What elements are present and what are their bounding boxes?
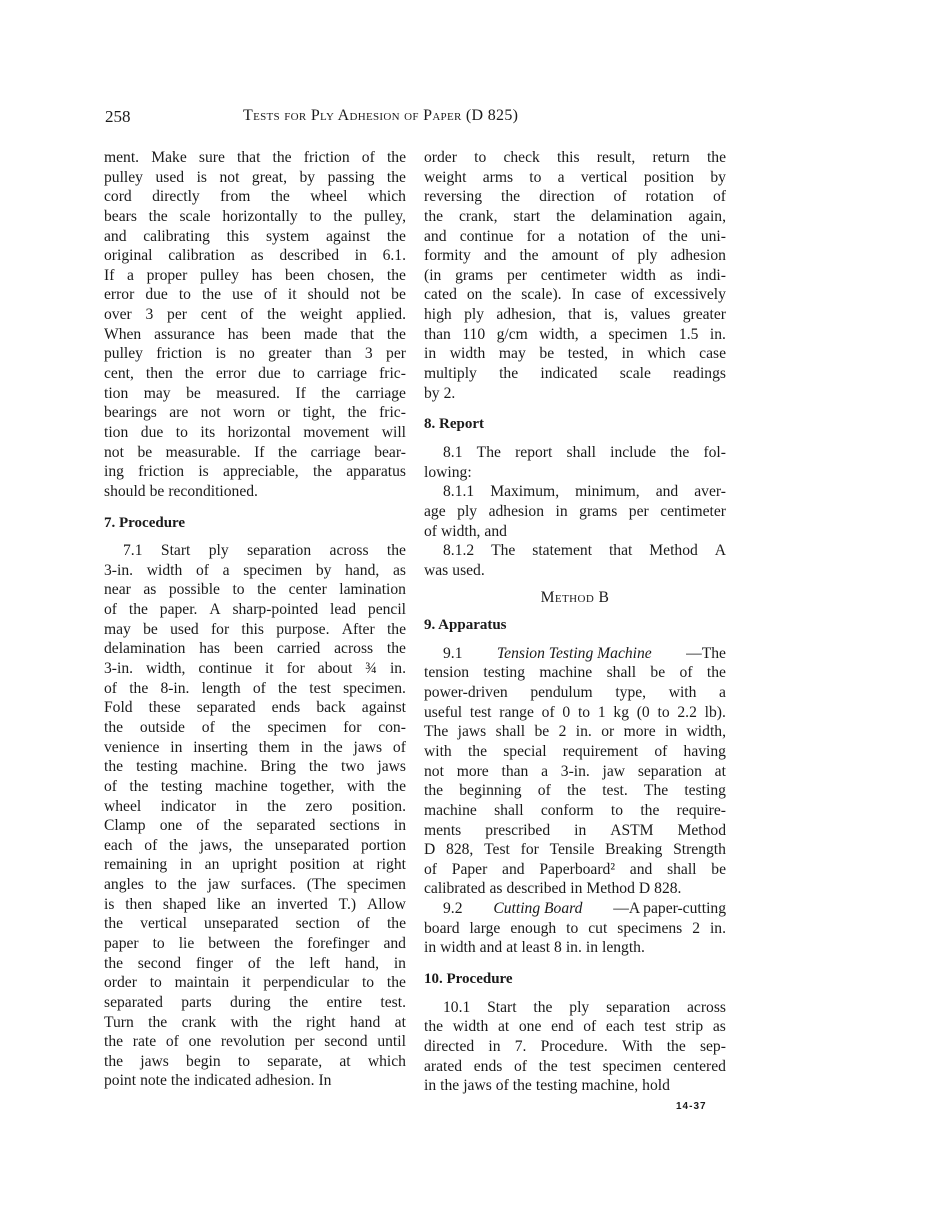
paragraph-8-1: [424, 443, 726, 482]
paragraph-8-1-2: [424, 541, 726, 580]
text-line: separated parts during the entire test.: [104, 993, 406, 1011]
text-line: than 110 g/cm width, a specimen 1.5 in.: [424, 325, 726, 343]
text-line: the beginning of the test. The testing: [424, 782, 726, 800]
text-line: multiply the indicated scale readings: [424, 365, 726, 383]
text-line: ing friction is appreciable, the apparatus: [104, 463, 406, 481]
text-line: order to maintain it perpendicular to the: [104, 974, 406, 992]
text-line: point note the indicated adhesion. In: [104, 1072, 332, 1090]
paragraph-9-1: [424, 663, 726, 899]
text-line: 8.1 The report shall include the fol-: [443, 443, 726, 461]
text-line: in width may be tested, in which case: [424, 345, 726, 363]
text-line: original calibration as described in 6.1.: [104, 247, 406, 265]
text-line: tension testing machine shall be of the: [424, 664, 726, 682]
page-header: [105, 107, 725, 131]
text-line: angles to the jaw surfaces. (The specimen: [104, 876, 406, 894]
text-line: tion may be measured. If the carriage: [104, 384, 406, 402]
text-line: of the testing machine together, with the: [104, 777, 406, 795]
left-column: [104, 148, 406, 1091]
text-line: D 828, Test for Tensile Breaking Strength: [424, 841, 726, 859]
term-tension-testing-machine: Tension Testing Machine: [496, 644, 652, 662]
text-line: Clamp one of the separated sections in: [104, 817, 406, 835]
text-line: machine shall conform to the require-: [424, 801, 726, 819]
text-line: should be reconditioned.: [104, 482, 258, 500]
paragraph-10-1: [424, 998, 726, 1096]
section-heading-apparatus: 9. Apparatus: [424, 617, 507, 634]
text-line: board large enough to cut specimens 2 in.: [424, 919, 726, 937]
text-line: tion due to its horizontal movement will: [104, 423, 406, 441]
text-line: When assurance has been made that the: [104, 325, 406, 343]
text-line: 8.1.1 Maximum, minimum, and aver-: [443, 483, 726, 501]
paragraph-calibration: [104, 148, 406, 502]
text-line: the jaws begin to separate, at which: [104, 1052, 406, 1070]
text-line: the testing machine. Bring the two jaws: [104, 758, 406, 776]
text-line: not be measurable. If the carriage bear-: [104, 443, 406, 461]
text-line: the vertical unseparated section of the: [104, 915, 406, 933]
text-line: 3-in. width, continue it for about ¾ in.: [104, 660, 406, 678]
section-heading-procedure-10: 10. Procedure: [424, 970, 513, 987]
text-line: ment. Make sure that the friction of the: [104, 149, 406, 166]
text-line: was used.: [424, 561, 485, 579]
text-line: of width, and: [424, 522, 507, 540]
text-line: in the jaws of the testing machine, hold: [424, 1077, 670, 1095]
text-line: If a proper pulley has been chosen, the: [104, 266, 406, 284]
text-line: 10.1 Start the ply separation across: [443, 998, 726, 1016]
text-line: arated ends of the test specimen centered: [424, 1057, 726, 1075]
text-line: venience in inserting them in the jaws of: [104, 738, 406, 756]
text-line: near as possible to the center lamination: [104, 581, 406, 599]
text-line: bearings are not worn or tight, the fric-: [104, 404, 406, 422]
text-line: of the paper. A sharp-pointed lead pencil: [104, 601, 406, 619]
text-line: pulley friction is no greater than 3 per: [104, 345, 406, 363]
text-line: 8.1.2 The statement that Method A: [443, 542, 726, 560]
text-line: Fold these separated ends back against: [104, 699, 406, 717]
text-line: paper to lie between the forefinger and: [104, 934, 406, 952]
term-cutting-board: Cutting Board: [493, 900, 583, 918]
text-line: wheel indicator in the zero position.: [104, 797, 406, 815]
text-line: 3-in. width of a specimen by hand, as: [104, 561, 406, 579]
text-line: and continue for a notation of the uni-: [424, 227, 726, 245]
right-column: [424, 148, 726, 1096]
text-line: the crank, start the delamination again,: [424, 207, 726, 225]
text-line: (in grams per centimeter width as indi-: [424, 266, 726, 284]
text-line: order to check this result, return the: [424, 149, 726, 166]
text-line: cent, then the error due to carriage fric-: [104, 365, 406, 383]
text-line: of Paper and Paperboard² and shall be: [424, 860, 726, 878]
text-line: the second finger of the left hand, in: [104, 954, 406, 972]
section-heading-procedure: 7. Procedure: [104, 514, 186, 531]
text-line: is then shaped like an inverted T.) Allow: [104, 895, 406, 913]
footer-code: 14-37: [676, 1101, 707, 1112]
text-line: lowing:: [424, 463, 472, 481]
text-line: useful test range of 0 to 1 kg (0 to 2.2 lb).: [424, 703, 726, 721]
text-line: may be used for this purpose. After the: [104, 620, 406, 638]
paragraph-9-2: [424, 919, 726, 958]
text-line: 7.1 Start ply separation across the: [123, 542, 406, 560]
text-line: bears the scale horizontally to the pulley,: [104, 207, 406, 225]
text-line: the outside of the specimen for con-: [104, 718, 406, 736]
text-line: The jaws shall be 2 in. or more in width,: [424, 723, 726, 741]
section-heading-report: 8. Report: [424, 416, 484, 433]
text-line: weight arms to a vertical position by: [424, 168, 726, 186]
page-number: 258: [105, 107, 131, 126]
text-line: formity and the amount of ply adhesion: [424, 247, 726, 265]
text-line: high ply adhesion, that is, values greater: [424, 306, 726, 324]
text-line: with the special requirement of having: [424, 742, 726, 760]
text-line: of the 8-in. length of the test specimen.: [104, 679, 406, 697]
text-line: over 3 per cent of the weight applied.: [104, 306, 406, 324]
text-line: the rate of one revolution per second until: [104, 1033, 406, 1051]
text-line: age ply adhesion in grams per centimeter: [424, 502, 726, 520]
method-b-heading: Method B: [540, 589, 610, 607]
paragraph-9-1-first-line: 9.1 Tension Testing Machine —The: [443, 644, 726, 662]
running-title: Tests for Ply Adhesion of Paper (D 825): [243, 107, 519, 124]
text-line: delamination has been carried across the: [104, 640, 406, 658]
text-line: error due to the use of it should not be: [104, 286, 406, 304]
text-line: in width and at least 8 in. in length.: [424, 939, 645, 957]
paragraph-check-result: [424, 148, 726, 403]
text-line: pulley used is not great, by passing the: [104, 168, 406, 186]
text-line: the width at one end of each test strip as: [424, 1018, 726, 1036]
text-line: Turn the crank with the right hand at: [104, 1013, 406, 1031]
text-line: ments prescribed in ASTM Method: [424, 821, 726, 839]
text-line: and calibrating this system against the: [104, 227, 406, 245]
paragraph-8-1-1: [424, 482, 726, 541]
text-line: cated on the scale). In case of excessively: [424, 286, 726, 304]
paragraph-7-1: [104, 541, 406, 1091]
text-line: remaining in an upright position at right: [104, 856, 406, 874]
paragraph-9-2-first-line: 9.2 Cutting Board —A paper-cutting: [443, 900, 726, 918]
text-line: each of the jaws, the unseparated portion: [104, 836, 406, 854]
text-line: by 2.: [424, 384, 456, 402]
text-line: power-driven pendulum type, with a: [424, 684, 726, 702]
text-line: cord directly from the wheel which: [104, 188, 406, 206]
text-line: directed in 7. Procedure. With the sep-: [424, 1037, 726, 1055]
text-line: calibrated as described in Method D 828.: [424, 880, 682, 898]
text-line: reversing the direction of rotation of: [424, 188, 726, 206]
text-line: not more than a 3-in. jaw separation at: [424, 762, 726, 780]
